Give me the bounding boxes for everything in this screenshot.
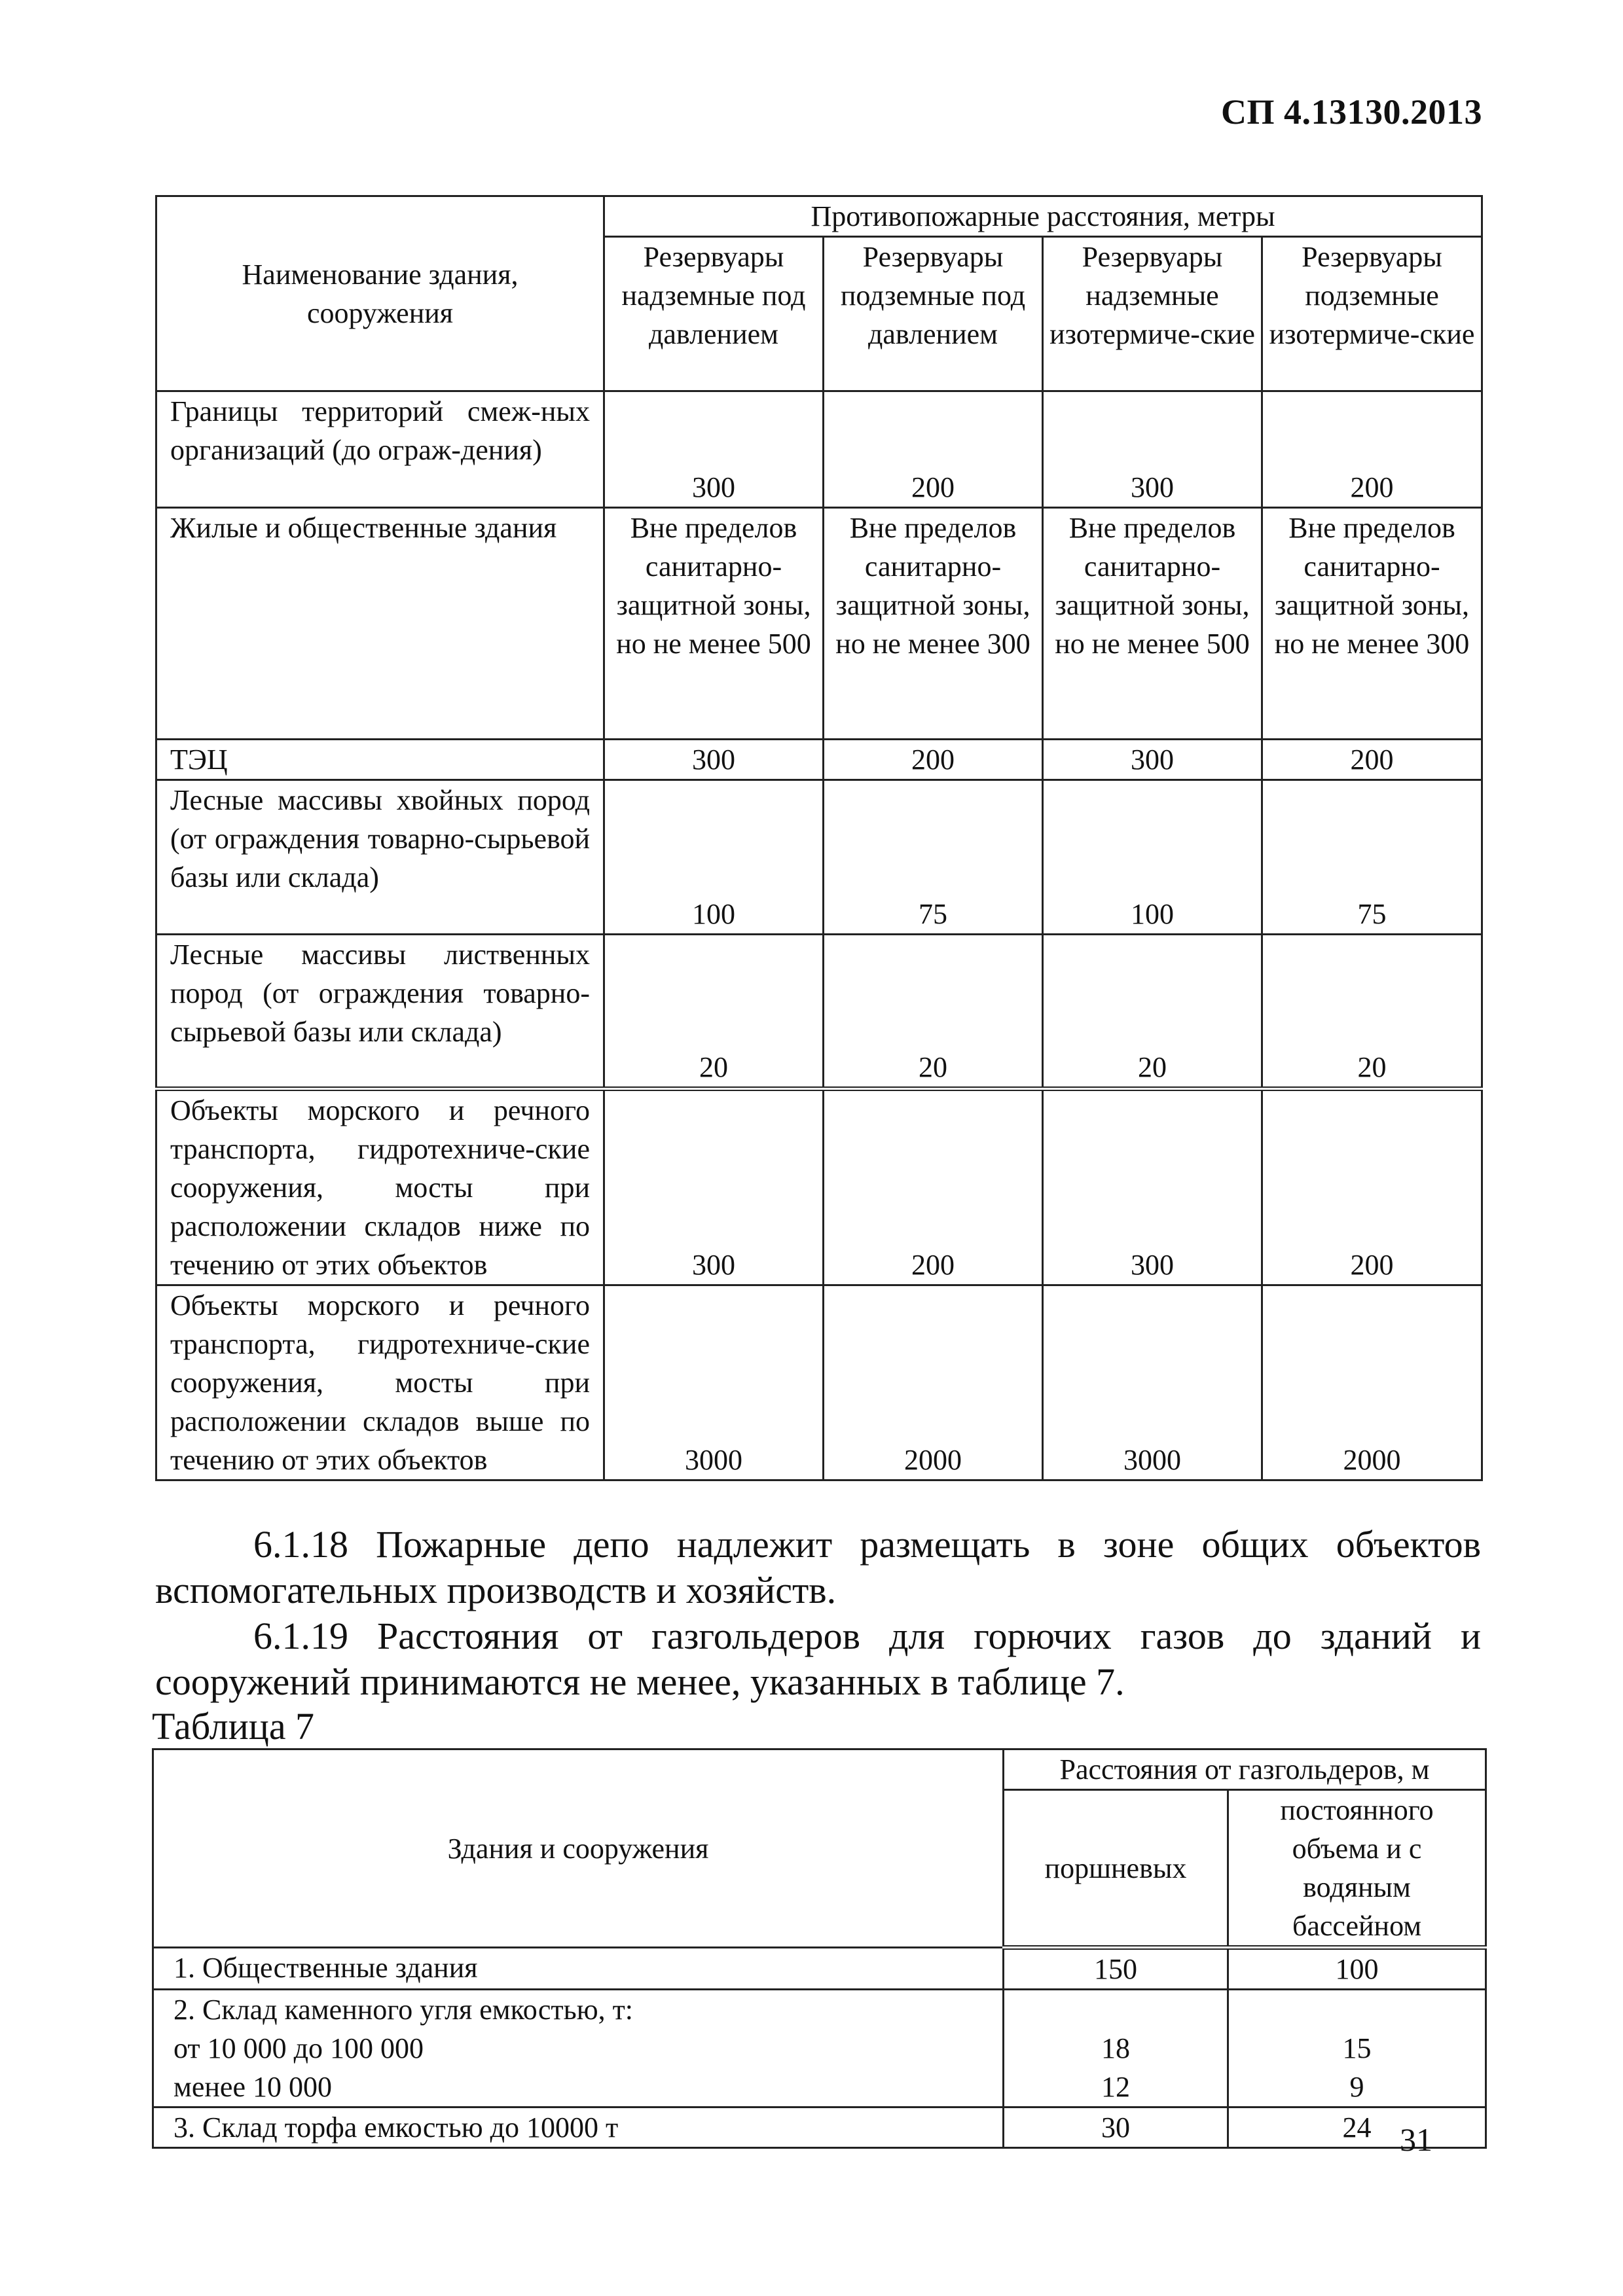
table-row: [153, 2108, 1486, 2148]
row-name: Объекты морского и речного транспорта, гидротехниче-ские сооружения, мосты при расположении складов ниже по течению от этих объектов: [156, 1089, 604, 1285]
row-value: 300: [1043, 740, 1262, 780]
row-value: 200: [824, 1089, 1043, 1285]
row-name: Лесные массивы лиственных пород (от ограждения товарно-сырьевой базы или склада): [156, 935, 604, 1089]
column-header-buildings: Здания и сооружения: [153, 1749, 1004, 1948]
table-row: [156, 780, 1482, 935]
row-name: менее 10 000: [173, 2071, 332, 2103]
row-name: Лесные массивы хвойных пород (от ограждения товарно-сырьевой базы или склада): [156, 780, 604, 935]
subheader-above-isothermal: Резервуары надземные изотермиче-ские: [1043, 237, 1262, 391]
subheader-under-pressure: Резервуары подземные под давлением: [824, 237, 1043, 391]
row-value: 300: [604, 391, 824, 508]
row-value: 300: [1043, 391, 1262, 508]
row-value: 300: [1043, 1089, 1262, 1285]
row-value: 20: [604, 935, 824, 1089]
column-header-distances: Противопожарные расстояния, метры: [604, 196, 1482, 237]
table-row: [156, 508, 1482, 740]
row-name: ТЭЦ: [156, 740, 604, 780]
fire-distance-table: [155, 195, 1483, 1481]
row-value: [1229, 1990, 1485, 2029]
row-value: 100: [604, 780, 824, 935]
row-value: 20: [1043, 935, 1262, 1089]
row-value: Вне пределов санитарно-защитной зоны, но не менее 300: [1262, 508, 1482, 740]
subheader-above-pressure: Резервуары надземные под давлением: [604, 237, 824, 391]
row-value: 3000: [604, 1285, 824, 1480]
row-value: 18: [1101, 2032, 1130, 2064]
table-row: [156, 1089, 1482, 1285]
table-row: [153, 1990, 1486, 2108]
row-value: 100: [1043, 780, 1262, 935]
row-value: Вне пределов санитарно-защитной зоны, но не менее 500: [1043, 508, 1262, 740]
row-value: 15: [1342, 2032, 1372, 2064]
row-value: 20: [1262, 935, 1482, 1089]
row-value: 200: [1262, 391, 1482, 508]
row-value: Вне пределов санитарно-защитной зоны, но не менее 300: [824, 508, 1043, 740]
table-row: [156, 1285, 1482, 1480]
row-value: 200: [824, 391, 1043, 508]
subheader-piston: поршневых: [1004, 1790, 1228, 1948]
row-value: 75: [1262, 780, 1482, 935]
paragraph-6-1-19: 6.1.19 Расстояния от газгольдеров для горючих газов до зданий и сооружений принимаются не менее, указанных в таблице 7.: [155, 1615, 1481, 1703]
row-name: Объекты морского и речного транспорта, гидротехниче-ские сооружения, мосты при расположении складов выше по течению от этих объектов: [156, 1285, 604, 1480]
row-value: 150: [1004, 1948, 1228, 1990]
subheader-under-isothermal: Резервуары подземные изотермиче-ские: [1262, 237, 1482, 391]
row-value: 200: [824, 740, 1043, 780]
row-value: 2000: [1262, 1285, 1482, 1480]
row-name: от 10 000 до 100 000: [173, 2032, 424, 2064]
row-value: 20: [824, 935, 1043, 1089]
row-value: 200: [1262, 1089, 1482, 1285]
row-value: [1004, 1990, 1227, 2029]
row-name: 1. Общественные здания: [153, 1948, 1004, 1990]
row-value: 2000: [824, 1285, 1043, 1480]
row-value: 300: [604, 1089, 824, 1285]
row-name: 2. Склад каменного угля емкостью, т:: [173, 1994, 634, 2026]
table-row: [156, 391, 1482, 508]
table-caption: Таблица 7: [152, 1705, 315, 1748]
row-name: Жилые и общественные здания: [156, 508, 604, 740]
table-row: [153, 1948, 1486, 1990]
column-header-gasholder-distances: Расстояния от газгольдеров, м: [1004, 1749, 1486, 1790]
gasholder-distance-table: [152, 1748, 1487, 2149]
subheader-constant-volume: постоянного объема и с водяным бассейном: [1228, 1790, 1486, 1948]
row-value: 12: [1101, 2071, 1130, 2103]
row-value: 75: [824, 780, 1043, 935]
row-value: 300: [604, 740, 824, 780]
row-value: 100: [1228, 1948, 1486, 1990]
row-value: 30: [1004, 2108, 1228, 2148]
paragraph-6-1-18: 6.1.18 Пожарные депо надлежит размещать в зоне общих объектов вспомогательных производств и хозяйств.: [155, 1523, 1481, 1611]
table-row: [156, 935, 1482, 1089]
row-value: Вне пределов санитарно-защитной зоны, но не менее 500: [604, 508, 824, 740]
table-row: [156, 740, 1482, 780]
page-number: 31: [1400, 2121, 1432, 2158]
row-value: 200: [1262, 740, 1482, 780]
document-code: СП 4.13130.2013: [1221, 92, 1482, 132]
row-value: 9: [1349, 2071, 1364, 2103]
row-name: Границы территорий смеж-ных организаций (до ограж-дения): [156, 391, 604, 508]
row-value: 3000: [1043, 1285, 1262, 1480]
column-header-name: Наименование здания, сооружения: [156, 196, 604, 391]
row-value: 24: [1228, 2108, 1486, 2148]
row-name: 3. Склад торфа емкостью до 10000 т: [153, 2108, 1004, 2148]
